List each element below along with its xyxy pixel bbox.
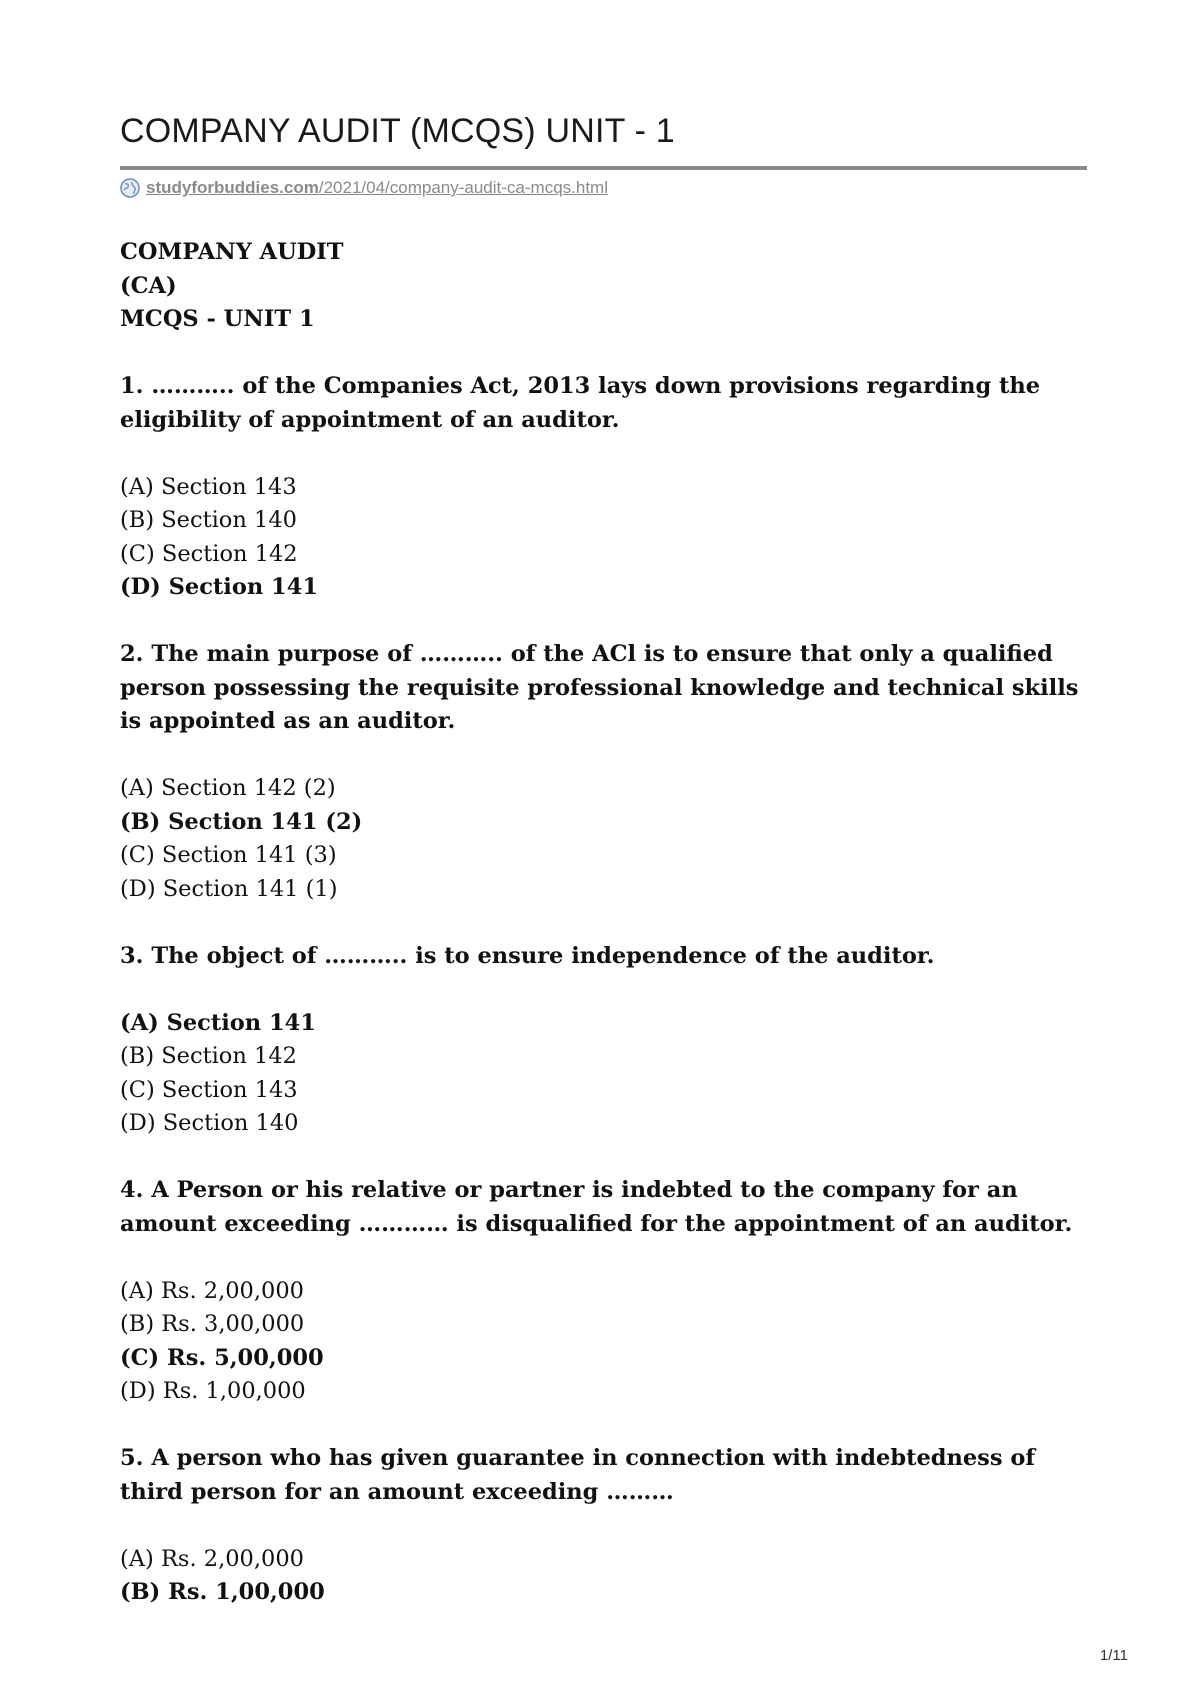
option: (C) Section 142 [120, 540, 298, 567]
source-path: /2021/04/company-audit-ca-mcqs.html [318, 178, 608, 197]
option: (C) Section 143 [120, 1076, 298, 1103]
option: (D) Rs. 1,00,000 [120, 1378, 306, 1404]
option: (B) Rs. 3,00,000 [120, 1311, 305, 1337]
option: (A) Section 142 (2) [120, 775, 336, 801]
source-domain: studyforbuddies.com [146, 178, 319, 197]
header-line: (CA) [120, 272, 177, 299]
page-number: 1/11 [1099, 1647, 1128, 1664]
option: (A) Rs. 2,00,000 [120, 1545, 304, 1572]
option-correct: (C) Rs. 5,00,000 [120, 1344, 324, 1371]
document-header [120, 236, 1080, 337]
option: (B) Section 140 [120, 507, 297, 533]
option: (B) Section 142 [120, 1043, 297, 1069]
option: (A) Rs. 2,00,000 [120, 1277, 304, 1304]
question-1: 1. ……….. of the Companies Act, 2013 lays down provisions regarding the eligibility of appointment of an auditor. [120, 373, 1041, 433]
document-body [120, 236, 1080, 1643]
source-url-link[interactable] [146, 178, 608, 198]
question-2-options [120, 772, 1080, 906]
source-link-row[interactable] [120, 178, 608, 198]
question-2: 2. The main purpose of ……….. of the ACl is to ensure that only a qualified person possessing the requisite professional knowledge and technical skills is appointed as an auditor. [120, 641, 1079, 734]
option-correct: (D) Section 141 [120, 574, 319, 600]
option-correct: (A) Section 141 [120, 1009, 316, 1036]
question-3-options [120, 1007, 1080, 1141]
option: (C) Section 141 (3) [120, 842, 337, 868]
question-4: 4. A Person or his relative or partner is indebted to the company for an amount exceeding ………… is disqualified for the appointment of an auditor. [120, 1177, 1073, 1237]
option: (D) Section 140 [120, 1110, 299, 1136]
option-correct: (B) Rs. 1,00,000 [120, 1579, 325, 1605]
question-5: 5. A person who has given guarantee in connection with indebtedness of third person for an amount exceeding ……… [120, 1445, 1036, 1505]
option-correct: (B) Section 141 (2) [120, 808, 363, 835]
question-1-options [120, 471, 1080, 605]
option: (D) Section 141 (1) [120, 875, 338, 902]
question-4-options [120, 1275, 1080, 1409]
header-line: COMPANY AUDIT [120, 239, 344, 265]
option: (A) Section 143 [120, 473, 297, 500]
header-line: MCQS - UNIT 1 [120, 306, 315, 332]
question-3: 3. The object of ……….. is to ensure independence of the auditor. [120, 942, 935, 969]
question-5-options [120, 1543, 1080, 1610]
title-divider [120, 166, 1087, 170]
page-title: COMPANY AUDIT (MCQS) UNIT - 1 [120, 112, 675, 150]
globe-icon [120, 178, 140, 198]
